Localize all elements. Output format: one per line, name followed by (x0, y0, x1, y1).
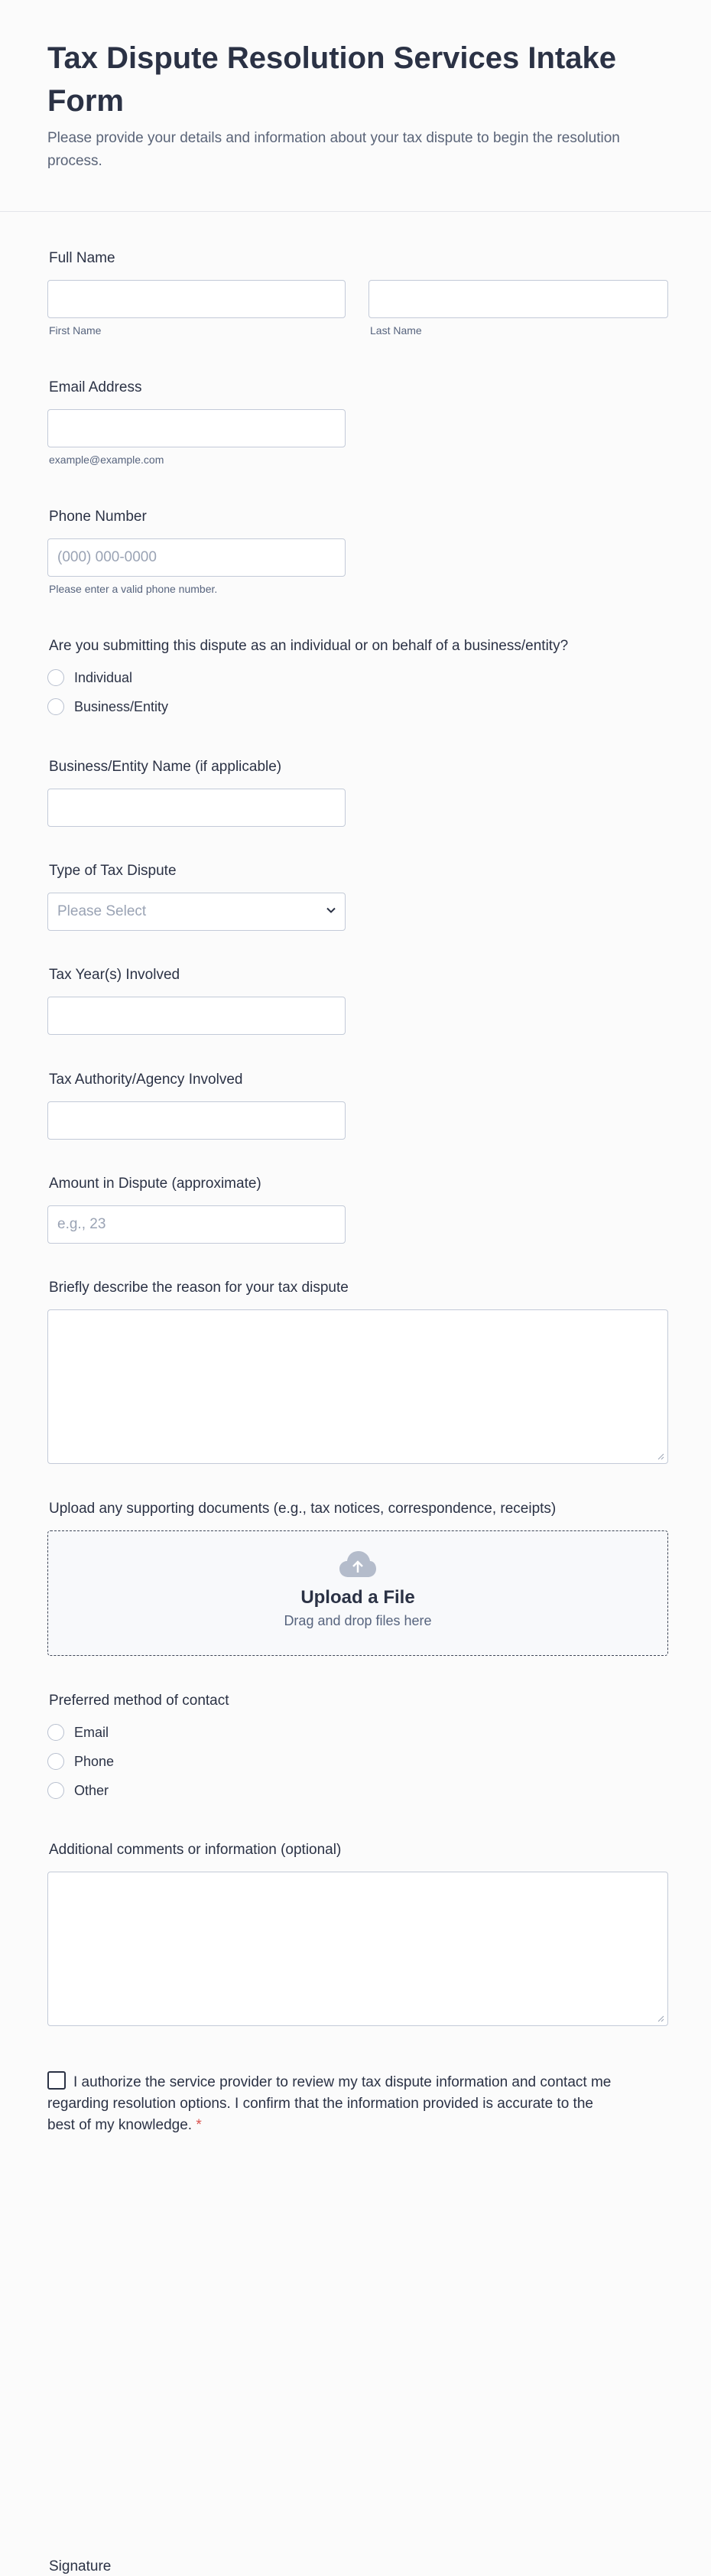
dispute-type-label: Type of Tax Dispute (49, 863, 177, 879)
last-name-input[interactable] (368, 280, 668, 318)
radio-individual[interactable] (47, 663, 568, 692)
radio-business-entity[interactable] (47, 692, 568, 721)
cloud-upload-icon (338, 1550, 378, 1579)
tax-years-field (47, 966, 346, 1035)
reason-label: Briefly describe the reason for your tax dispute (49, 1280, 349, 1296)
phone-field (47, 508, 346, 595)
entity-name-input[interactable] (47, 789, 346, 827)
comments-field (47, 1841, 668, 2026)
email-hint: example@example.com (49, 454, 164, 466)
full-name-label: Full Name (49, 250, 115, 266)
form-header (0, 0, 711, 176)
amount-field (47, 1175, 346, 1244)
radio-circle[interactable] (47, 669, 64, 686)
email-field (47, 379, 346, 466)
consent-text-block (47, 2071, 613, 2136)
tax-years-input[interactable] (47, 997, 346, 1035)
signature-label: Signature (49, 2558, 112, 2574)
amount-input[interactable]: e.g., 23 (47, 1205, 346, 1244)
first-name-sublabel: First Name (49, 324, 102, 337)
radio-label-business-entity: Business/Entity (74, 698, 169, 714)
upload-subtitle: Drag and drop files here (284, 1613, 432, 1628)
tax-years-label: Tax Year(s) Involved (49, 967, 180, 983)
email-label: Email Address (49, 379, 142, 395)
dispute-type-field (47, 862, 346, 931)
submitter-type-label: Are you submitting this dispute as an individual or on behalf of a business/entity? (49, 638, 569, 654)
file-upload-dropzone[interactable] (47, 1530, 668, 1656)
header-divider (0, 211, 711, 212)
entity-name-field (47, 758, 346, 827)
page-subtitle: Please provide your details and information about your tax dispute to begin the resolution process. (47, 130, 620, 169)
contact-method-field (47, 1692, 229, 1805)
phone-hint: Please enter a valid phone number. (49, 583, 218, 595)
radio-phone[interactable] (47, 1747, 229, 1776)
radio-circle[interactable] (47, 1724, 64, 1741)
signature-field (47, 2558, 111, 2576)
first-name-input[interactable] (47, 280, 346, 318)
required-mark: * (196, 2117, 202, 2133)
page-title: Tax Dispute Resolution Services Intake Form (47, 41, 616, 118)
resize-handle-icon[interactable] (657, 1452, 664, 1460)
email-input[interactable] (47, 409, 346, 447)
reason-field (47, 1279, 668, 1464)
amount-label: Amount in Dispute (approximate) (49, 1176, 261, 1192)
phone-label: Phone Number (49, 509, 147, 525)
phone-input[interactable]: (000) 000-0000 (47, 538, 346, 577)
authority-input[interactable] (47, 1101, 346, 1140)
reason-textarea[interactable] (47, 1309, 668, 1464)
radio-label-phone: Phone (74, 1753, 115, 1769)
contact-method-label: Preferred method of contact (49, 1693, 229, 1709)
radio-other[interactable] (47, 1776, 229, 1805)
chevron-down-icon (326, 905, 336, 916)
upload-field (47, 1500, 668, 1656)
consent-checkbox[interactable] (47, 2071, 66, 2090)
consent-field (47, 2071, 613, 2136)
radio-circle[interactable] (47, 1753, 64, 1770)
upload-title: Upload a File (300, 1587, 415, 1608)
radio-label-email: Email (74, 1724, 109, 1740)
radio-label-individual: Individual (74, 669, 133, 685)
authority-field (47, 1071, 346, 1140)
radio-circle[interactable] (47, 1782, 64, 1799)
last-name-sublabel: Last Name (370, 324, 422, 337)
comments-label: Additional comments or information (optional) (49, 1842, 342, 1858)
entity-name-label: Business/Entity Name (if applicable) (49, 759, 282, 775)
radio-email[interactable] (47, 1718, 229, 1747)
consent-text: I authorize the service provider to review my tax dispute information and contact me regarding resolution options. I confirm that the information provided is accurate to the best of my knowledge. (47, 2074, 612, 2133)
radio-label-other: Other (74, 1782, 109, 1798)
submitter-type-field (47, 637, 568, 721)
dispute-type-select[interactable]: Please Select (47, 893, 346, 931)
resize-handle-icon[interactable] (657, 2015, 664, 2022)
full-name-field (47, 249, 668, 337)
radio-circle[interactable] (47, 698, 64, 715)
comments-textarea[interactable] (47, 1872, 668, 2026)
upload-label: Upload any supporting documents (e.g., tax notices, correspondence, receipts) (49, 1501, 557, 1517)
authority-label: Tax Authority/Agency Involved (49, 1072, 243, 1088)
